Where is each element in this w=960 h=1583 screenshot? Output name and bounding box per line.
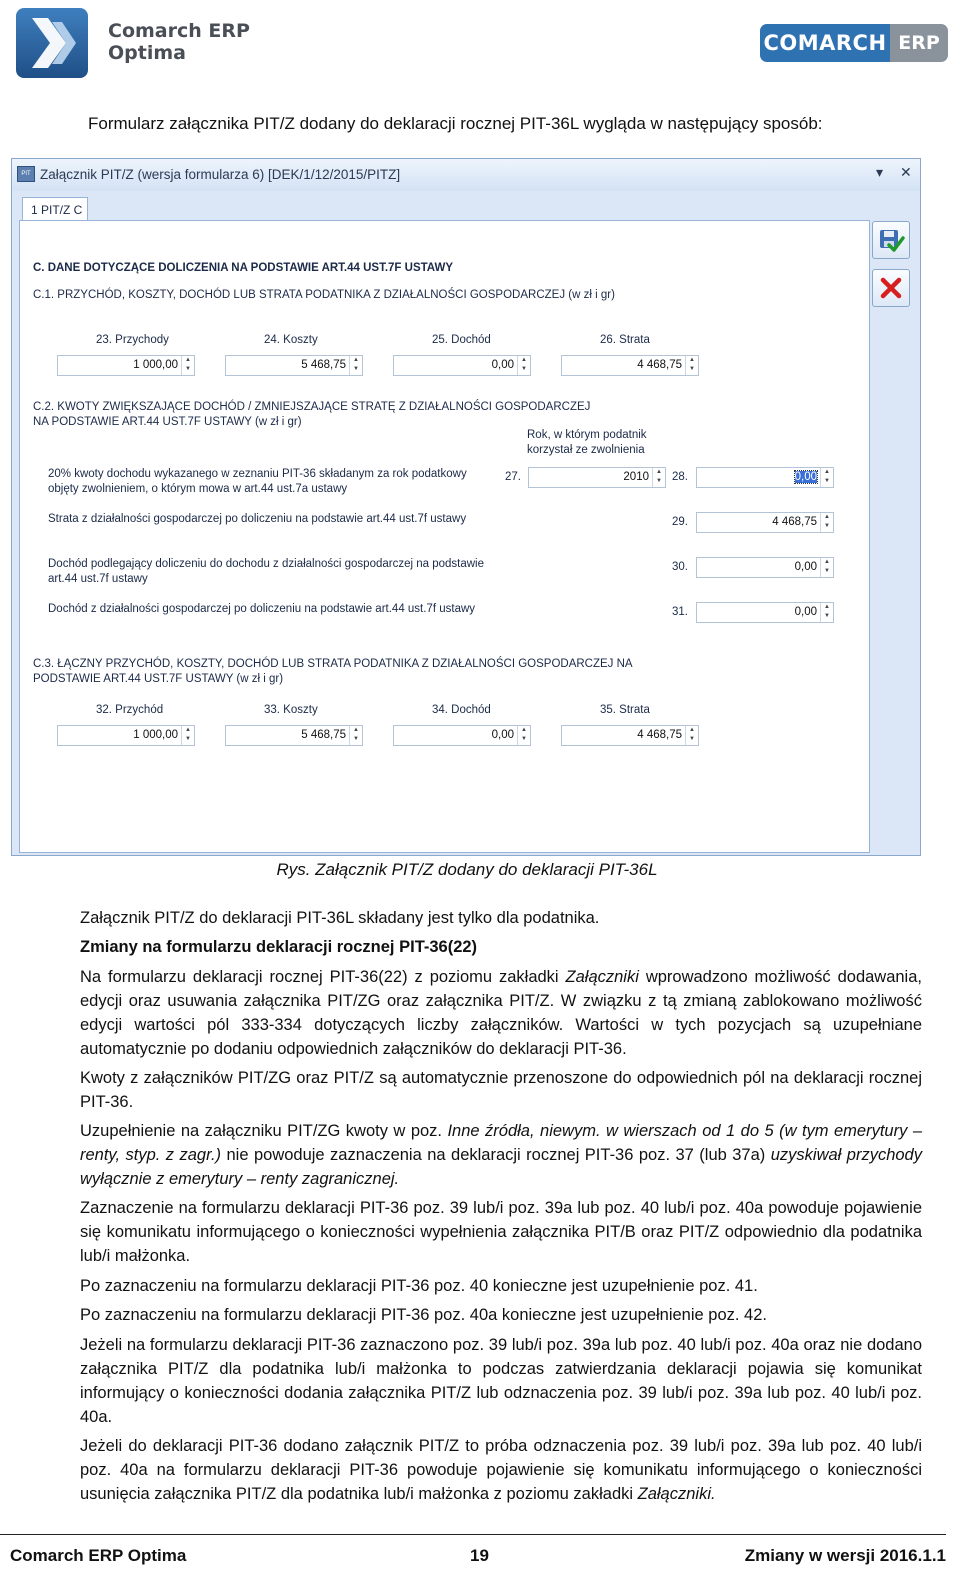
field-value: 4 468,75 bbox=[637, 729, 682, 741]
p2-text-a: Na formularzu deklaracji rocznej PIT-36(22) z poziomu zakładki bbox=[80, 968, 566, 986]
p4-text-d: uzyskiwał przychody wyłącznie z emerytury – renty zagranicznej. bbox=[80, 1146, 922, 1188]
spinner-icon[interactable]: ▲ ▼ bbox=[820, 513, 833, 532]
dochod-po-label: Dochód z działalności gospodarczej po doliczeniu na podstawie art.44 ust.7f ustawy bbox=[48, 603, 476, 615]
brand-line-2: Optima bbox=[108, 42, 186, 64]
section-c3-title-1: C.3. ŁĄCZNY PRZYCHÓD, KOSZTY, DOCHÓD LUB STRATA PODATNIKA Z DZIAŁALNOŚCI GOSPODARCZEJ NA bbox=[33, 658, 633, 670]
label-33-koszty: 33. Koszty bbox=[264, 704, 318, 716]
paragraph-4 bbox=[80, 1119, 922, 1191]
field-value: 5 468,75 bbox=[301, 359, 346, 371]
field-value-selected: 0,00 bbox=[794, 471, 817, 483]
spinner-icon[interactable]: ▲ ▼ bbox=[349, 356, 362, 375]
section-c2-title-1: C.2. KWOTY ZWIĘKSZAJĄCE DOCHÓD / ZMNIEJSZAJĄCE STRATĘ Z DZIAŁALNOŚCI GOSPODARCZEJ bbox=[33, 401, 591, 413]
spinner-icon[interactable]: ▲ ▼ bbox=[820, 558, 833, 577]
dochod-podl-label-2: art.44 ust.7f ustawy bbox=[48, 573, 148, 585]
p4-text-b: Inne źródła, niewym. w wierszach od 1 do 5 (w tym emerytury – renty, styp. z zagr.) bbox=[80, 1122, 922, 1164]
num-28: 28. bbox=[672, 471, 688, 483]
year-label-1: Rok, w którym podatnik bbox=[527, 429, 647, 441]
num-29: 29. bbox=[672, 516, 688, 528]
footer-page-number: 19 bbox=[470, 1546, 489, 1565]
comarch-erp-optima-logo-icon bbox=[16, 8, 88, 78]
field-value: 5 468,75 bbox=[301, 729, 346, 741]
spinner-icon[interactable]: ▲ ▼ bbox=[181, 726, 194, 745]
field-value: 1 000,00 bbox=[133, 729, 178, 741]
footer-divider bbox=[0, 1534, 946, 1535]
field-31[interactable] bbox=[696, 602, 834, 623]
close-icon[interactable]: ✕ bbox=[900, 164, 912, 180]
pitz-window bbox=[11, 158, 921, 856]
label-25-dochod: 25. Dochód bbox=[432, 334, 491, 346]
field-23-przychody[interactable] bbox=[57, 355, 195, 376]
q20-label-1: 20% kwoty dochodu wykazanego w zeznaniu PIT-36 składanym za rok podatkowy bbox=[48, 468, 467, 480]
paragraph-1: Załącznik PIT/Z do deklaracji PIT-36L składany jest tylko dla podatnika. bbox=[80, 909, 600, 927]
spinner-icon[interactable]: ▲ ▼ bbox=[181, 356, 194, 375]
field-value: 4 468,75 bbox=[637, 359, 682, 371]
window-title: Załącznik PIT/Z (wersja formularza 6) [DEK/1/12/2015/PITZ] bbox=[40, 167, 401, 182]
label-35-strata: 35. Strata bbox=[600, 704, 650, 716]
paragraph-2 bbox=[80, 965, 922, 1061]
section-heading: Zmiany na formularzu deklaracji rocznej PIT-36(22) bbox=[80, 938, 478, 956]
spinner-icon[interactable]: ▲ ▼ bbox=[652, 468, 665, 487]
section-c-title: C. DANE DOTYCZĄCE DOLICZENIA NA PODSTAWIE ART.44 UST.7F USTAWY bbox=[33, 262, 453, 274]
footer-product: Comarch ERP Optima bbox=[10, 1546, 187, 1565]
field-value: 4 468,75 bbox=[772, 516, 817, 528]
spinner-icon[interactable]: ▲ ▼ bbox=[517, 356, 530, 375]
strata-label: Strata z działalności gospodarczej po doliczeniu na podstawie art.44 ust.7f ustawy bbox=[48, 513, 467, 525]
paragraph-6: Po zaznaczeniu na formularzu deklaracji PIT-36 poz. 40 konieczne jest uzupełnienie poz. 41. bbox=[80, 1277, 758, 1295]
p2-text-b: Załączniki bbox=[565, 968, 639, 986]
field-32-przychod[interactable] bbox=[57, 725, 195, 746]
label-26-strata: 26. Strata bbox=[600, 334, 650, 346]
p4-text-a: Uzupełnienie na załączniku PIT/ZG kwoty w poz. bbox=[80, 1122, 448, 1140]
field-26-strata[interactable] bbox=[561, 355, 699, 376]
app-icon: PIT bbox=[17, 166, 35, 182]
dochod-podl-label-1: Dochód podlegający doliczeniu do dochodu z działalności gospodarczej na podstawie bbox=[48, 558, 485, 570]
window-titlebar bbox=[12, 159, 920, 191]
field-value: 2010 bbox=[623, 471, 649, 483]
badge-erp: ERP bbox=[890, 24, 948, 62]
field-29[interactable] bbox=[696, 512, 834, 533]
field-24-koszty[interactable] bbox=[225, 355, 363, 376]
num-27: 27. bbox=[505, 471, 521, 483]
label-32-przychod: 32. Przychód bbox=[96, 704, 164, 716]
section-c2-title-2: NA PODSTAWIE ART.44 UST.7F USTAWY (w zł i gr) bbox=[33, 416, 302, 428]
minimize-icon[interactable]: ▾ bbox=[876, 164, 884, 180]
field-value: 0,00 bbox=[794, 561, 817, 573]
field-33-koszty[interactable] bbox=[225, 725, 363, 746]
field-28[interactable] bbox=[696, 467, 834, 488]
paragraph-3: Kwoty z załączników PIT/ZG oraz PIT/Z są automatycznie przenoszone do odpowiednich pól na deklaracji rocznej PIT-36. bbox=[80, 1069, 922, 1111]
footer-version: Zmiany w wersji 2016.1.1 bbox=[744, 1546, 946, 1565]
spinner-icon[interactable]: ▲ ▼ bbox=[820, 603, 833, 622]
spinner-icon[interactable]: ▲ ▼ bbox=[349, 726, 362, 745]
field-value: 0,00 bbox=[794, 606, 817, 618]
section-c3-title-2: PODSTAWIE ART.44 UST.7F USTAWY (w zł i gr) bbox=[33, 673, 284, 685]
p9-text-a: Jeżeli do deklaracji PIT-36 dodano załącznik PIT/Z to próba odznaczenia poz. 39 lub/i poz. 39a lub poz. 40 lub/i poz. 40a na formularzu deklaracji PIT-36 powoduje pojawienie się komunikatu informującego o konieczności usunięcia załącznika PIT/Z dla podatnika lub/i małżonka z poziomu zakładki bbox=[80, 1437, 922, 1503]
brand-line-1: Comarch ERP bbox=[108, 20, 250, 42]
cancel-button[interactable] bbox=[872, 269, 910, 307]
field-35-strata[interactable] bbox=[561, 725, 699, 746]
p2-text-c: wprowadzono możliwość dodawania, edycji oraz usuwania załącznika PIT/ZG oraz załącznika PIT/Z. W związku z tą zmianą zablokowano możliwość edycji wartości pól 333-334 dotyczących liczby załączników. Wartości w tych pozycjach są uzupełniane automatycznie po dodaniu odpowiednich załączników do deklaracji PIT-36. bbox=[80, 968, 922, 1058]
figure-caption: Rys. Załącznik PIT/Z dodany do deklaracji PIT-36L bbox=[276, 860, 658, 879]
label-34-dochod: 34. Dochód bbox=[432, 704, 491, 716]
field-value: 1 000,00 bbox=[133, 359, 178, 371]
spinner-icon[interactable]: ▲ ▼ bbox=[685, 726, 698, 745]
field-30[interactable] bbox=[696, 557, 834, 578]
spinner-icon[interactable]: ▲ ▼ bbox=[820, 468, 833, 487]
section-c1-title: C.1. PRZYCHÓD, KOSZTY, DOCHÓD LUB STRATA PODATNIKA Z DZIAŁALNOŚCI GOSPODARCZEJ (w zł i gr) bbox=[33, 289, 615, 301]
paragraph-8: Jeżeli na formularzu deklaracji PIT-36 zaznaczono poz. 39 lub/i poz. 39a lub poz. 40 lub/i poz. 40a oraz nie dodano załącznika PIT/Z dla podatnika lub/i małżonka to podczas zatwierdzania deklaracji pojawia się komunikat informujący o konieczności dodania załącznika PIT/Z lub odznaczenia poz. 39 lub/i poz. 39a lub poz. 40 lub/i poz. 40a. bbox=[80, 1336, 922, 1426]
field-34-dochod[interactable] bbox=[393, 725, 531, 746]
save-button[interactable] bbox=[872, 221, 910, 259]
q20-label-2: objęty zwolnieniem, o którym mowa w art.44 ust.7a ustawy bbox=[48, 483, 348, 495]
spinner-icon[interactable]: ▲ ▼ bbox=[685, 356, 698, 375]
num-31: 31. bbox=[672, 606, 688, 618]
spinner-icon[interactable]: ▲ ▼ bbox=[517, 726, 530, 745]
badge-comarch: COMARCH bbox=[760, 24, 890, 62]
intro-text: Formularz załącznika PIT/Z dodany do deklaracji rocznej PIT-36L wygląda w następujący sposób: bbox=[88, 114, 823, 133]
p4-text-c: nie powoduje zaznaczenia na deklaracji rocznej PIT-36 poz. 37 (lub 37a) bbox=[221, 1146, 771, 1164]
brand-name bbox=[108, 20, 250, 64]
comarch-erp-badge bbox=[760, 24, 948, 62]
tab-pitz-c[interactable]: 1 PIT/Z C bbox=[22, 197, 88, 221]
paragraph-9 bbox=[80, 1434, 922, 1506]
field-27-rok[interactable] bbox=[528, 467, 666, 488]
save-icon bbox=[877, 226, 905, 254]
cancel-icon bbox=[878, 275, 904, 301]
year-label-2: korzystał ze zwolnienia bbox=[527, 444, 645, 456]
paragraph-5: Zaznaczenie na formularzu deklaracji PIT-36 poz. 39 lub/i poz. 39a lub poz. 40 lub/i poz. 40a powoduje pojawienie się komunikatu informującego o konieczności wypełnienia załącznika PIT/B oraz PIT/Z odpowiednio dla podatnika lub/i małżonka. bbox=[80, 1199, 922, 1265]
field-25-dochod[interactable] bbox=[393, 355, 531, 376]
num-30: 30. bbox=[672, 561, 688, 573]
paragraph-7: Po zaznaczeniu na formularzu deklaracji PIT-36 poz. 40a konieczne jest uzupełnienie poz. 42. bbox=[80, 1306, 767, 1324]
label-24-koszty: 24. Koszty bbox=[264, 334, 318, 346]
field-value: 0,00 bbox=[491, 729, 514, 741]
p9-text-b: Załączniki. bbox=[637, 1485, 716, 1503]
label-23-przychody: 23. Przychody bbox=[96, 334, 169, 346]
field-value: 0,00 bbox=[491, 359, 514, 371]
form-panel bbox=[19, 220, 870, 853]
